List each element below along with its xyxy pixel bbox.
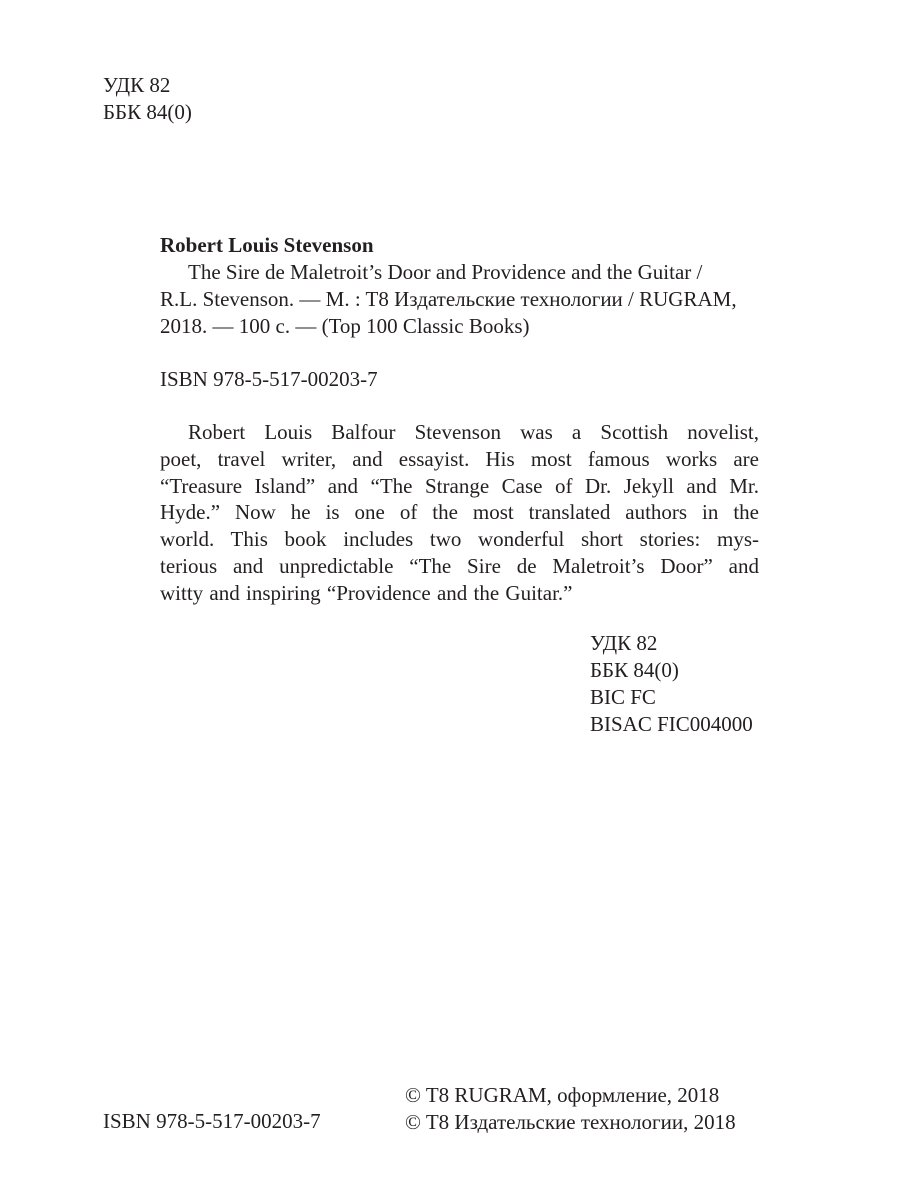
citation-author: Robert Louis Stevenson — [160, 233, 374, 257]
abstract-line: terious and unpredictable “The Sire de Maletroit’s Door” and — [160, 553, 759, 578]
isbn-number: ISBN 978-5-517-00203-7 — [160, 367, 378, 391]
bbk-code: ББК 84(0) — [590, 658, 679, 682]
copyright-notices — [405, 1082, 736, 1136]
abstract-line: witty and inspiring “Providence and the Guitar.” — [160, 580, 573, 605]
citation-series-line: 2018. — 100 с. — (Top 100 Classic Books) — [160, 314, 530, 338]
copyright-publisher: © T8 Издательские технологии, 2018 — [405, 1110, 736, 1134]
abstract-line: “Treasure Island” and “The Strange Case of Dr. Jekyll and Mr. — [160, 473, 759, 498]
udk-code: УДК 82 — [103, 73, 171, 97]
abstract-line: Robert Louis Balfour Stevenson was a Scottish novelist, — [188, 420, 759, 444]
abstract-line: Hyde.” Now he is one of the most translated authors in the — [160, 500, 759, 525]
bic-code: BIC FC — [590, 685, 656, 709]
citation-title-line: The Sire de Maletroit’s Door and Providence and the Guitar / — [188, 260, 703, 284]
header-classification-codes — [103, 72, 192, 126]
copyright-design: © T8 RUGRAM, оформление, 2018 — [405, 1083, 720, 1107]
bbk-code: ББК 84(0) — [103, 100, 192, 124]
bibliographic-citation — [160, 232, 759, 340]
udk-code: УДК 82 — [590, 631, 658, 655]
bisac-code: BISAC FIC004000 — [590, 712, 753, 736]
abstract-line: world. This book includes two wonderful short stories: mys- — [160, 527, 759, 552]
classification-codes-block — [590, 630, 753, 738]
book-abstract — [160, 419, 759, 607]
citation-publisher-line: R.L. Stevenson. — M. : T8 Издательские технологии / RUGRAM, — [160, 287, 737, 311]
footer-isbn-number: ISBN 978-5-517-00203-7 — [103, 1109, 321, 1133]
abstract-line: poet, travel writer, and essayist. His most famous works are — [160, 446, 759, 471]
